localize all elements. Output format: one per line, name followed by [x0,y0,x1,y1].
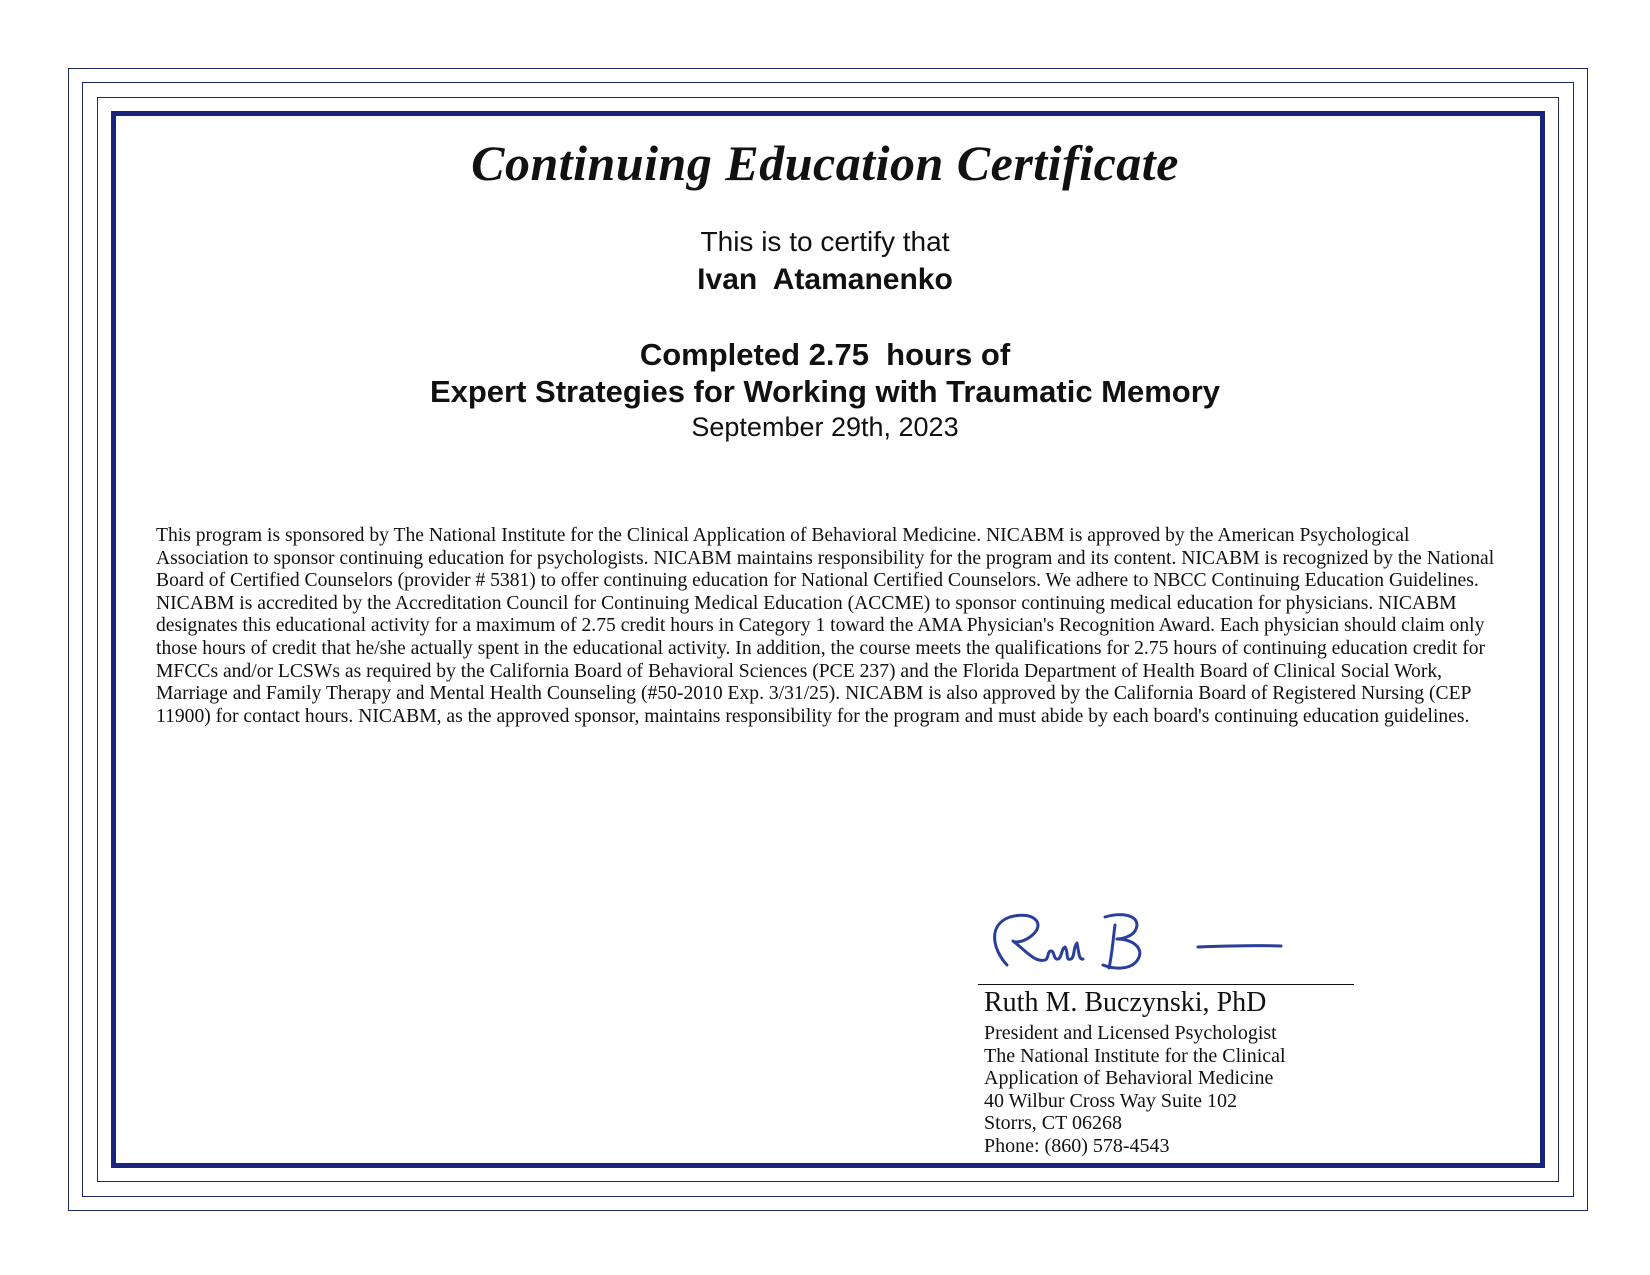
signature-image [985,905,1285,975]
course-title: Expert Strategies for Working with Traumatic Memory [429,374,1221,409]
recipient-name: Ivan Atamanenko [697,263,953,296]
organization-line-1: The National Institute for the Clinical [984,1044,1286,1067]
completion-date: September 29th, 2023 [691,412,959,442]
signature-line [978,984,1354,985]
city-state-zip: Storrs, CT 06268 [984,1112,1122,1135]
organization-line-2: Application of Behavioral Medicine [984,1067,1274,1090]
certify-statement: This is to certify that [700,226,950,257]
signer-name: Ruth M. Buczynski, PhD [984,987,1267,1018]
completed-hours: Completed 2.75 hours of [639,337,1011,372]
phone-number: Phone: (860) 578-4543 [984,1134,1170,1157]
certificate-title: Continuing Education Certificate [471,135,1179,191]
street-address: 40 Wilbur Cross Way Suite 102 [984,1089,1237,1112]
signer-title: President and Licensed Psychologist [984,1022,1277,1044]
signer-details [984,1022,1286,1158]
sponsor-statement: This program is sponsored by The National Institute for the Clinical Application of Behavioral Medicine. NICABM is approved by the American Psychological Association to sponsor continuing education for psychologists. NICABM maintains responsibility for the program and its content. NICABM is recognized by the National Board of Certified Counselors (provider # 5381) to offer continuing education for National Certified Counselors. We adhere to NBCC Continuing Education Guidelines. NICABM is accredited by the Accreditation Council for Continuing Medical Education (ACCME) to sponsor continuing medical education for physicians. NICABM designates this educational activity for a maximum of 2.75 credit hours in Category 1 toward the AMA Physician's Recognition Award. Each physician should claim only those hours of credit that he/she actually spent in the educational activity. In addition, the course meets the qualifications for 2.75 hours of continuing education credit for MFCCs and/or LCSWs as required by the California Board of Behavioral Sciences (PCE 237) and the Florida Department of Health Board of Clinical Social Work, Marriage and Family Therapy and Mental Health Counseling (#50-2010 Exp. 3/31/25). NICABM is also approved by the California Board of Registered Nursing (CEP 11900) for contact hours. NICABM, as the approved sponsor, maintains responsibility for the program and must abide by each board's continuing education guidelines. [156,525,1495,727]
